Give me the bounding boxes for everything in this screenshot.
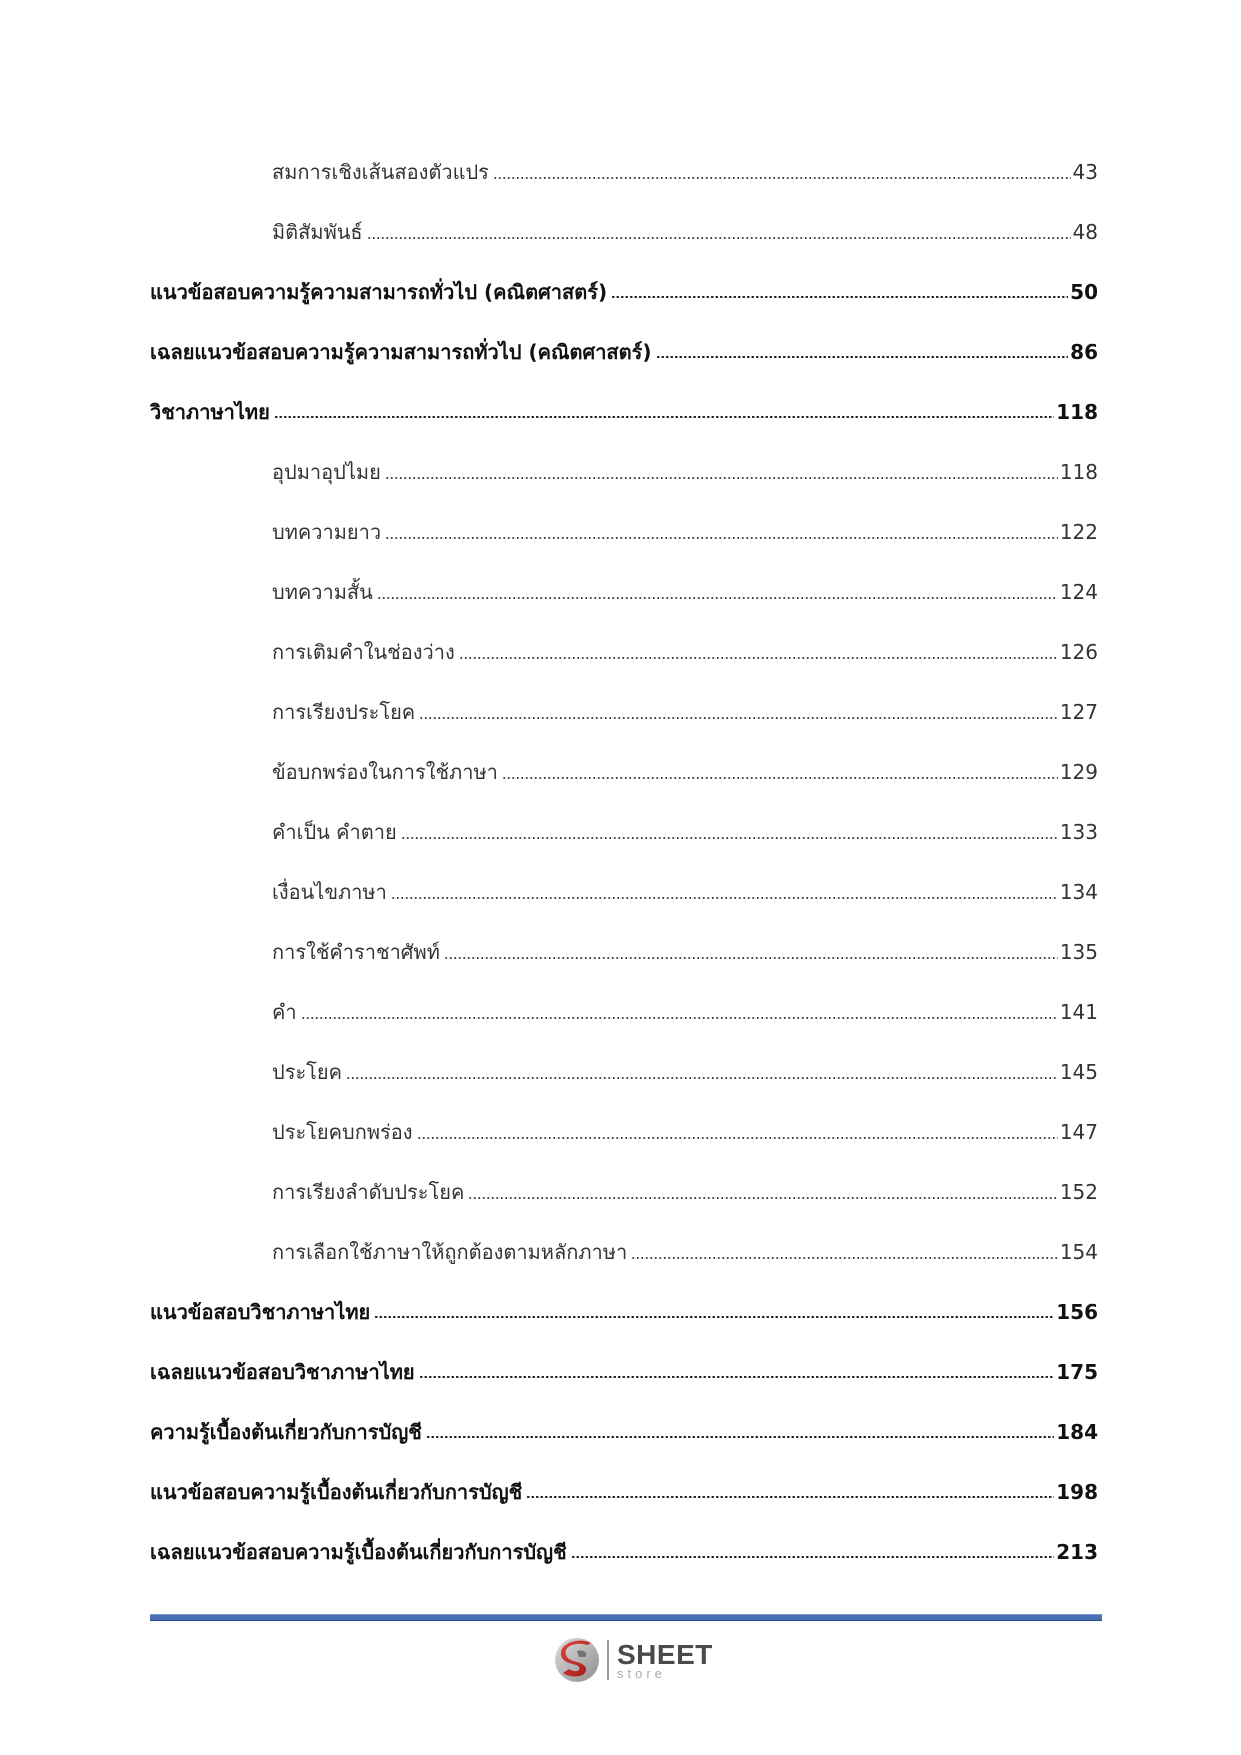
toc-entry-title: เฉลยแนวข้อสอบวิชาภาษาไทย [150, 1360, 415, 1384]
toc-entry[interactable] [272, 506, 1098, 546]
toc-entry-title: บทความยาว [272, 520, 382, 544]
logo-wordmark [617, 1638, 713, 1681]
logo-text: SHEET [617, 1638, 713, 1670]
toc-entry[interactable] [272, 206, 1098, 246]
dot-leader [419, 1376, 1055, 1379]
toc-entry-title: แนวข้อสอบความรู้ความสามารถทั่วไป (คณิตศาสตร์) [150, 280, 608, 304]
dot-leader [526, 1496, 1054, 1499]
toc-entry-page: 118 [1059, 460, 1098, 484]
dot-leader [656, 356, 1069, 359]
toc-entry-title: เฉลยแนวข้อสอบความรู้เบื้องต้นเกี่ยวกับการบัญชี [150, 1540, 567, 1564]
toc-entry-title: วิชาภาษาไทย [150, 400, 270, 424]
footer-divider [150, 1614, 1102, 1621]
dot-leader [346, 1077, 1058, 1079]
dot-leader [401, 837, 1058, 839]
dot-leader [419, 717, 1058, 719]
dot-leader [391, 897, 1058, 899]
toc-entry[interactable] [272, 686, 1098, 726]
toc-entry[interactable] [272, 806, 1098, 846]
toc-entry-title: ความรู้เบื้องต้นเกี่ยวกับการบัญชี [150, 1420, 422, 1444]
dot-leader [468, 1197, 1057, 1199]
toc-entry-title: แนวข้อสอบวิชาภาษาไทย [150, 1300, 371, 1324]
toc-entry-page: 133 [1059, 820, 1098, 844]
dot-leader [493, 177, 1071, 179]
toc-entry[interactable] [272, 146, 1098, 186]
toc-entry[interactable] [272, 626, 1098, 666]
dot-leader [374, 1316, 1054, 1319]
dot-leader [444, 957, 1058, 959]
toc-entry-page: 213 [1056, 1540, 1098, 1564]
sheet-store-logo-icon [553, 1635, 601, 1685]
toc-entry[interactable] [272, 746, 1098, 786]
toc-entry[interactable] [272, 566, 1098, 606]
dot-leader [502, 777, 1058, 779]
toc-entry[interactable] [272, 986, 1098, 1026]
toc-entry-page: 141 [1059, 1000, 1098, 1024]
toc-entry-page: 198 [1056, 1480, 1098, 1504]
toc-entry[interactable] [150, 1346, 1098, 1386]
toc-entry[interactable] [150, 326, 1098, 366]
toc-entry-page: 134 [1059, 880, 1098, 904]
toc-entry[interactable] [272, 446, 1098, 486]
toc-entry-page: 48 [1072, 220, 1098, 244]
toc-entry-title: เงื่อนไขภาษา [272, 880, 387, 904]
toc-entry[interactable] [150, 1286, 1098, 1326]
logo-divider [607, 1640, 609, 1680]
toc-entry-page: 127 [1059, 700, 1098, 724]
toc-entry-page: 129 [1059, 760, 1098, 784]
toc-entry-title: เฉลยแนวข้อสอบความรู้ความสามารถทั่วไป (คณิตศาสตร์) [150, 340, 652, 364]
toc-entry-page: 175 [1056, 1360, 1098, 1384]
dot-leader [274, 416, 1054, 419]
toc-entry-title: ข้อบกพร่องในการใช้ภาษา [272, 760, 498, 784]
sheet-store-logo [553, 1632, 713, 1688]
toc-entry-title: การเรียงลำดับประโยค [272, 1180, 465, 1204]
toc-entry[interactable] [272, 1106, 1098, 1146]
toc-entry-page: 154 [1059, 1240, 1098, 1264]
toc-entry[interactable] [272, 866, 1098, 906]
dot-leader [611, 296, 1068, 299]
toc-entry-title: การเรียงประโยค [272, 700, 416, 724]
toc-entry-page: 147 [1059, 1120, 1098, 1144]
toc-entry-title: คำเป็น คำตาย [272, 820, 397, 844]
dot-leader [417, 1137, 1058, 1139]
dot-leader [631, 1257, 1058, 1259]
toc-entry[interactable] [150, 1526, 1098, 1566]
toc-entry[interactable] [272, 926, 1098, 966]
toc-entry-title: แนวข้อสอบความรู้เบื้องต้นเกี่ยวกับการบัญชี [150, 1480, 523, 1504]
toc-entry-page: 156 [1056, 1300, 1098, 1324]
toc-entry-title: คำ [272, 1000, 297, 1024]
toc-entry-page: 124 [1059, 580, 1098, 604]
toc-entry[interactable] [150, 266, 1098, 306]
toc-entry-title: สมการเชิงเส้นสองตัวแปร [272, 160, 489, 184]
toc-entry-page: 86 [1070, 340, 1098, 364]
toc-entry-page: 184 [1056, 1420, 1098, 1444]
toc-entry-title: การใช้คำราชาศัพท์ [272, 940, 440, 964]
toc-entry-page: 152 [1059, 1180, 1098, 1204]
toc-entry-title: การเติมคำในช่องว่าง [272, 640, 455, 664]
toc-entry-title: มิติสัมพันธ์ [272, 220, 363, 244]
toc-entry-page: 122 [1059, 520, 1098, 544]
dot-leader [385, 537, 1058, 539]
toc-entry[interactable] [272, 1046, 1098, 1086]
toc-entry-page: 118 [1056, 400, 1098, 424]
toc-entry[interactable] [150, 1466, 1098, 1506]
toc-entry-page: 135 [1059, 940, 1098, 964]
toc-entry-title: อุปมาอุปไมย [272, 460, 381, 484]
toc-entry[interactable] [150, 1406, 1098, 1446]
dot-leader [426, 1436, 1054, 1439]
toc-entry-title: บทความสั้น [272, 580, 373, 604]
toc-entry-page: 145 [1059, 1060, 1098, 1084]
toc-entry-page: 126 [1059, 640, 1098, 664]
toc-entry-page: 43 [1072, 160, 1098, 184]
dot-leader [377, 597, 1058, 599]
logo-subtext: store [617, 1665, 666, 1681]
toc-entry[interactable] [150, 386, 1098, 426]
dot-leader [301, 1017, 1058, 1019]
dot-leader [385, 477, 1058, 479]
toc-entry-title: ประโยคบกพร่อง [272, 1120, 413, 1144]
dot-leader [367, 237, 1071, 239]
toc-entry-page: 50 [1070, 280, 1098, 304]
dot-leader [459, 657, 1058, 659]
dot-leader [571, 1556, 1055, 1559]
toc-entry-title: การเลือกใช้ภาษาให้ถูกต้องตามหลักภาษา [272, 1240, 628, 1264]
toc-entry[interactable] [272, 1226, 1098, 1266]
toc-entry-title: ประโยค [272, 1060, 343, 1084]
toc-entry[interactable] [272, 1166, 1098, 1206]
